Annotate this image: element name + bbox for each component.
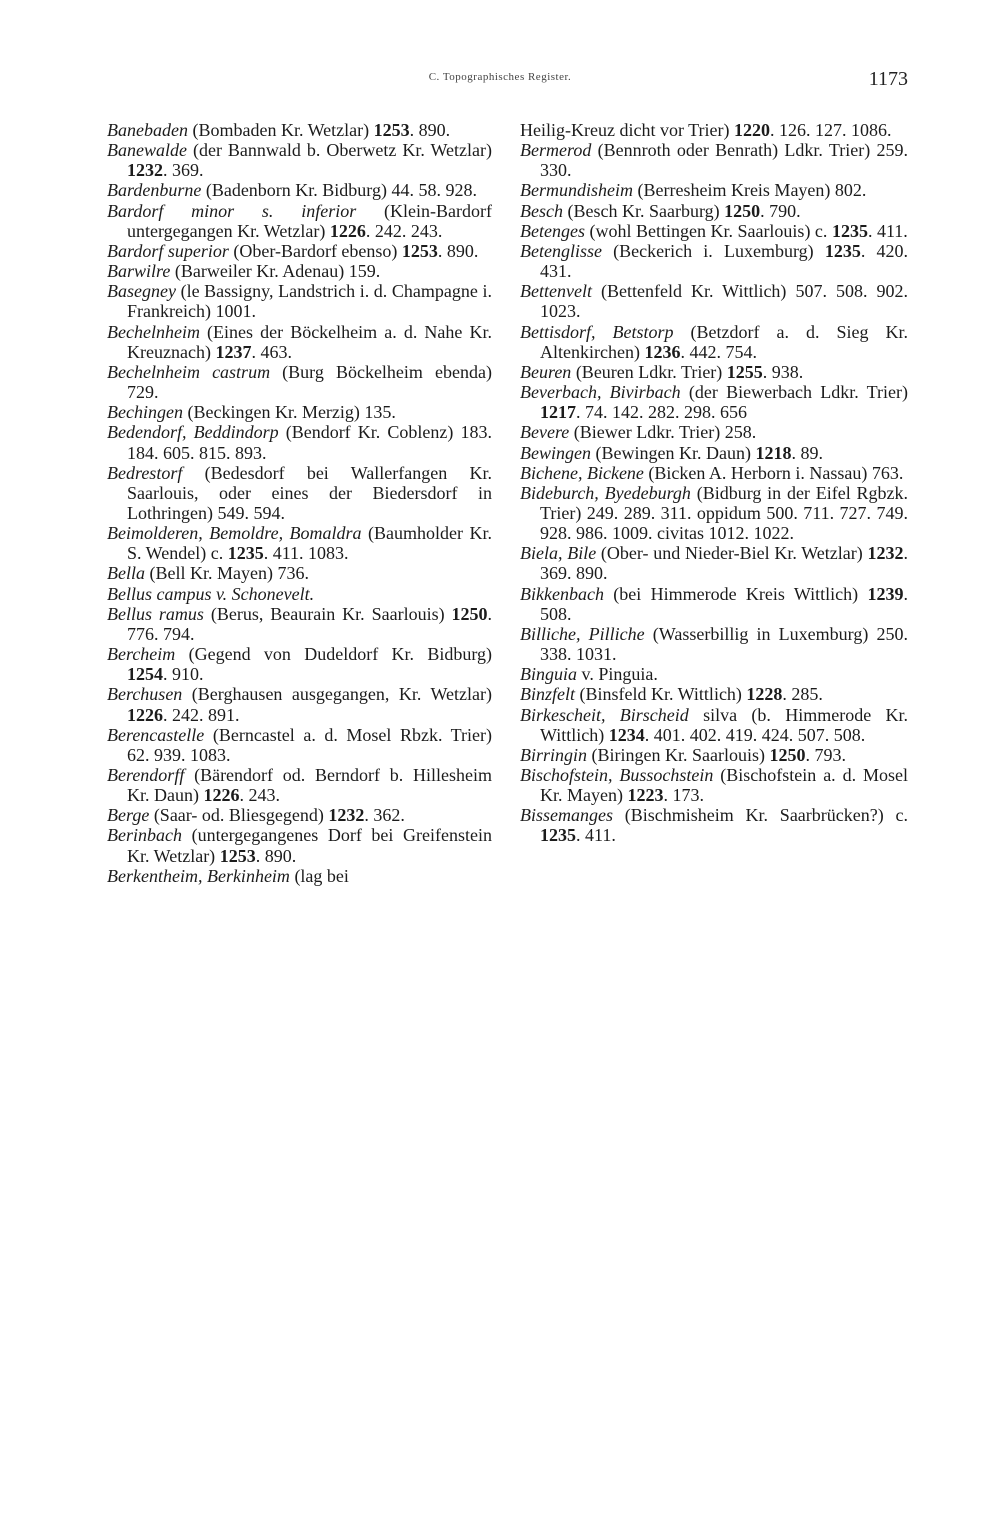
entry-text: silva (b. Himmerode Kr. Wittlich) <box>540 704 909 745</box>
entry-text: (bei Himmerode Kreis Wittlich) <box>603 583 868 604</box>
entry-headword: Besch <box>520 200 563 221</box>
index-entry <box>520 463 908 483</box>
entry-refs: . 362. <box>364 805 405 826</box>
entry-headword: Bechelnheim castrum <box>107 361 271 382</box>
index-entry <box>520 705 908 745</box>
entry-text: (Saar- od. Bliesgegend) <box>149 805 329 826</box>
index-entry <box>107 261 492 281</box>
entry-text: (Wasserbillig in Luxemburg) 250. 338. 1031. <box>540 623 908 665</box>
entry-refs: . 442. 754. <box>680 341 757 362</box>
entry-year: 1226 <box>127 704 163 725</box>
entry-headword: Bedendorf, Beddindorp <box>107 422 279 443</box>
entry-text: (Badenborn Kr. Bidburg) 44. 58. 928. <box>201 180 477 201</box>
entry-refs: . 411. <box>576 825 616 846</box>
entry-refs: . 890. <box>255 845 297 866</box>
index-entry <box>107 463 492 523</box>
left-column <box>107 120 492 886</box>
entry-text: (Biewer Ldkr. Trier) 258. <box>569 422 757 443</box>
entry-headword: Binzfelt <box>520 684 575 705</box>
running-head <box>0 68 1000 88</box>
entry-headword: Bermundisheim <box>520 180 633 201</box>
entry-refs: . 776. 794. <box>127 603 493 644</box>
entry-headword: Berinbach <box>107 825 182 846</box>
entry-refs: . 126. 127. 1086. <box>769 120 892 140</box>
entry-text: v. Pinguia. <box>577 664 658 685</box>
entry-headword: Basegney <box>107 281 176 302</box>
entry-year: 1239 <box>867 583 904 604</box>
index-entry <box>520 221 908 241</box>
entry-refs: . 790. <box>760 200 801 221</box>
entry-headword: Birkescheit, Birscheid <box>520 704 689 725</box>
index-entry <box>520 382 908 422</box>
entry-headword: Billiche, Pilliche <box>520 623 645 644</box>
entry-refs: . 890. <box>437 240 479 261</box>
entry-text: (Berus, Beaurain Kr. Saarlouis) <box>203 603 452 624</box>
entry-year: 1217 <box>540 402 576 423</box>
index-entry <box>520 140 908 180</box>
index-entry <box>520 664 908 684</box>
entry-year: 1250 <box>724 200 761 221</box>
entry-text: (Bischmisheim Kr. Saarbrücken?) c. <box>613 805 908 826</box>
entry-text: (Bärendorf od. Berndorf b. Hillesheim Kr. Daun) <box>127 765 492 806</box>
index-entry <box>107 765 492 805</box>
entry-text: (wohl Bettingen Kr. Saarlouis) c. <box>584 220 832 241</box>
entry-text: (untergegangenes Dorf bei Greifenstein Kr. Wetzlar) <box>127 825 492 866</box>
index-entry <box>107 201 492 241</box>
entry-headword: Bichene, Bickene <box>520 462 644 483</box>
entry-year: 1250 <box>769 744 806 765</box>
entry-text: (Bombaden Kr. Wetzlar) <box>187 120 374 140</box>
entry-refs: . 173. <box>663 785 704 806</box>
entry-text: (Burg Böckelheim ebenda) 729. <box>127 361 492 403</box>
entry-headword: Bedrestorf <box>107 462 183 483</box>
index-entry <box>520 180 908 200</box>
index-entry <box>520 765 908 805</box>
entry-refs: . 74. 142. 282. 298. 656 <box>576 402 747 423</box>
entry-headword: Beuren <box>520 361 572 382</box>
entry-refs: . 401. 402. 419. 424. 507. 508. <box>644 724 866 745</box>
entry-year: 1254 <box>127 664 163 685</box>
entry-text: (Bewingen Kr. Daun) <box>590 442 756 463</box>
entry-year: 1253 <box>401 240 438 261</box>
entry-headword: Berkentheim, Berkinheim <box>107 865 290 886</box>
index-entry <box>107 180 492 200</box>
index-entry <box>520 201 908 221</box>
entry-refs: . 243. <box>239 785 280 806</box>
entry-year: 1226 <box>329 220 366 241</box>
entry-year: 1220 <box>733 120 770 140</box>
entry-year: 1218 <box>755 442 792 463</box>
entry-headword: Bevere <box>520 422 570 443</box>
entry-headword: Bechingen <box>107 402 183 423</box>
entry-text: (Klein-Bardorf untergegangen Kr. Wetzlar) <box>127 200 492 241</box>
index-entry <box>520 443 908 463</box>
entry-headword: Betenglisse <box>520 240 602 261</box>
entry-text: (Gegend von Dudeldorf Kr. Bidburg) <box>175 644 492 665</box>
entry-text: (le Bassigny, Landstrich i. d. Champagne i. Frankreich) 1001. <box>127 281 492 322</box>
entry-refs: . 938. <box>762 361 804 382</box>
entry-year: 1232 <box>328 805 365 826</box>
entry-refs: . 89. <box>791 442 823 463</box>
index-entry <box>520 805 908 845</box>
entry-text: (lag bei <box>289 865 349 886</box>
right-column <box>520 120 908 846</box>
entry-year: 1235 <box>831 220 868 241</box>
entry-refs: . 285. <box>782 684 823 705</box>
index-entry <box>520 584 908 624</box>
entry-year: 1235 <box>540 825 576 846</box>
entry-text: (Beckingen Kr. Merzig) 135. <box>182 402 396 423</box>
entry-refs: . 411. 1083. <box>263 543 349 564</box>
index-entry <box>107 684 492 724</box>
index-entry <box>520 322 908 362</box>
entry-refs: . 242. 891. <box>163 704 240 725</box>
entry-headword: Bellus ramus <box>107 603 204 624</box>
entry-headword: Bideburch, Byedeburgh <box>520 482 691 503</box>
entry-text: (Beuren Ldkr. Trier) <box>571 361 727 382</box>
index-entry <box>107 120 492 140</box>
entry-text: (Bicken A. Herborn i. Nassau) 763. <box>643 462 904 483</box>
entry-refs: . 463. <box>251 341 292 362</box>
index-entry <box>107 825 492 865</box>
entry-text: (Berncastel a. d. Mosel Rbzk. Trier) 62. 939. 1083. <box>127 724 492 765</box>
entry-headword: Bella <box>107 563 145 584</box>
entry-headword: Bewingen <box>520 442 591 463</box>
entry-headword: Bettisdorf, Betstorp <box>520 321 674 342</box>
index-entry <box>107 422 492 462</box>
entry-year: 1223 <box>627 785 664 806</box>
index-entry <box>107 241 492 261</box>
entry-text: (Bettenfeld Kr. Wittlich) 507. 508. 902. 1023. <box>540 281 908 322</box>
entry-headword: Berchusen <box>107 684 183 705</box>
entry-refs: . 508. <box>540 583 908 624</box>
entry-headword: Bikkenbach <box>520 583 604 604</box>
entry-text: (Bendorf Kr. Coblenz) 183. 184. 605. 815. 893. <box>127 422 492 463</box>
entry-text: (Bell Kr. Mayen) 736. <box>145 563 309 584</box>
entry-refs: . 242. 243. <box>365 220 443 241</box>
entry-year: 1253 <box>219 845 256 866</box>
index-entry <box>107 140 492 180</box>
entry-text: (Berghausen ausgegangen, Kr. Wetzlar) <box>182 684 492 705</box>
entry-text: Heilig-Kreuz dicht vor Trier) <box>520 120 734 140</box>
index-entry <box>520 745 908 765</box>
entry-text: (der Bannwald b. Oberwetz Kr. Wetzlar) <box>186 140 492 161</box>
entry-headword: Berendorff <box>107 765 185 785</box>
entry-headword: Barwilre <box>107 261 171 282</box>
entry-headword: Bardorf superior <box>107 240 229 261</box>
entry-headword: Beimolderen, Bemoldre, Bomaldra <box>107 523 362 544</box>
index-entry <box>520 543 908 583</box>
page-number: 1173 <box>868 68 908 90</box>
entry-text: (Berresheim Kreis Mayen) 802. <box>632 180 867 201</box>
entry-text: (Bedesdorf bei Wallerfangen Kr. Saarlouis, oder eines der Biedersdorf in Lothringen) 549. 594. <box>127 462 492 523</box>
index-entry <box>520 120 908 140</box>
index-entry <box>107 584 492 604</box>
entry-year: 1255 <box>726 361 763 382</box>
entry-year: 1235 <box>824 240 861 261</box>
entry-year: 1235 <box>227 543 264 564</box>
entry-text: (Ober- und Nieder-Biel Kr. Wetzlar) <box>596 543 868 564</box>
entry-year: 1226 <box>203 785 240 806</box>
entry-refs: . 369. 890. <box>540 543 908 584</box>
index-entry <box>520 362 908 382</box>
entry-headword: Bercheim <box>107 644 176 665</box>
index-entry <box>107 866 492 886</box>
entry-headword: Bardorf minor s. inferior <box>107 200 357 221</box>
entry-headword: Berge <box>107 805 150 826</box>
index-entry <box>520 483 908 543</box>
entry-text: (Beckerich i. Luxemburg) <box>601 240 825 261</box>
entry-refs: . 369. <box>163 160 204 181</box>
entry-text: (der Biewerbach Ldkr. Trier) <box>680 382 908 403</box>
index-entry <box>520 281 908 321</box>
entry-text: (Barweiler Kr. Adenau) 159. <box>170 261 381 282</box>
entry-text: (Ober-Bardorf ebenso) <box>228 240 402 261</box>
entry-year: 1232 <box>867 543 904 564</box>
entry-headword: Banewalde <box>107 140 187 161</box>
entry-year: 1237 <box>215 341 252 362</box>
index-entry <box>107 523 492 563</box>
entry-headword: Bermerod <box>520 140 592 161</box>
entry-year: 1250 <box>451 603 488 624</box>
entry-year: 1228 <box>746 684 783 705</box>
entry-headword: Bissemanges <box>520 805 613 826</box>
entry-headword: Birringin <box>520 744 588 765</box>
entry-refs: . 910. <box>163 664 204 685</box>
entry-text: (Besch Kr. Saarburg) <box>562 200 725 221</box>
index-entry <box>107 644 492 684</box>
index-entry <box>107 604 492 644</box>
entry-headword: Bechelnheim <box>107 321 200 342</box>
entry-headword: Bischofstein, Bussochstein <box>520 765 714 785</box>
entry-year: 1253 <box>373 120 410 140</box>
entry-headword: Betenges <box>520 220 585 241</box>
index-entry <box>107 322 492 362</box>
entry-text: (Bennroth oder Benrath) Ldkr. Trier) 259. 330. <box>540 140 908 181</box>
entry-text: (Binsfeld Kr. Wittlich) <box>575 684 747 705</box>
entry-headword: Berencastelle <box>107 724 205 745</box>
entry-year: 1236 <box>644 341 681 362</box>
entry-text: (Baumholder Kr. S. Wendel) c. <box>127 523 492 564</box>
entry-refs: . 420. 431. <box>540 240 908 282</box>
entry-text: (Bischofstein a. d. Mosel Kr. Mayen) <box>540 765 908 806</box>
index-entry <box>520 422 908 442</box>
entry-text: (Biringen Kr. Saarlouis) <box>587 744 770 765</box>
entry-year: 1232 <box>127 160 163 181</box>
entry-headword: Bellus campus v. Schonevelt. <box>107 583 315 604</box>
entry-text: (Bidburg in der Eifel Rgbzk. Trier) 249. 289. 311. oppidum 500. 711. 727. 749. 928. 986. 1009. civitas 1012. 1022. <box>540 482 908 544</box>
entry-text: (Betzdorf a. d. Sieg Kr. Altenkirchen) <box>540 321 908 362</box>
index-entry <box>520 241 908 281</box>
index-entry <box>107 563 492 583</box>
entry-headword: Binguia <box>520 664 577 685</box>
entry-headword: Beverbach, Bivirbach <box>520 382 681 403</box>
index-entry <box>107 805 492 825</box>
entry-headword: Bettenvelt <box>520 281 592 302</box>
index-entry <box>107 281 492 321</box>
entry-headword: Banebaden <box>107 120 188 140</box>
index-entry <box>107 402 492 422</box>
entry-headword: Bardenburne <box>107 180 202 201</box>
index-entry <box>520 624 908 664</box>
entry-year: 1234 <box>608 724 645 745</box>
index-entry <box>107 725 492 765</box>
entry-refs: . 411. <box>867 220 908 241</box>
entry-headword: Biela, Bile <box>520 543 597 564</box>
index-entry <box>520 684 908 704</box>
running-title: C. Topographisches Register. <box>428 71 572 83</box>
entry-refs: . 890. <box>409 120 451 140</box>
index-entry <box>107 362 492 402</box>
entry-text: (Eines der Böckelheim a. d. Nahe Kr. Kreuznach) <box>127 321 492 362</box>
entry-refs: . 793. <box>805 744 846 765</box>
